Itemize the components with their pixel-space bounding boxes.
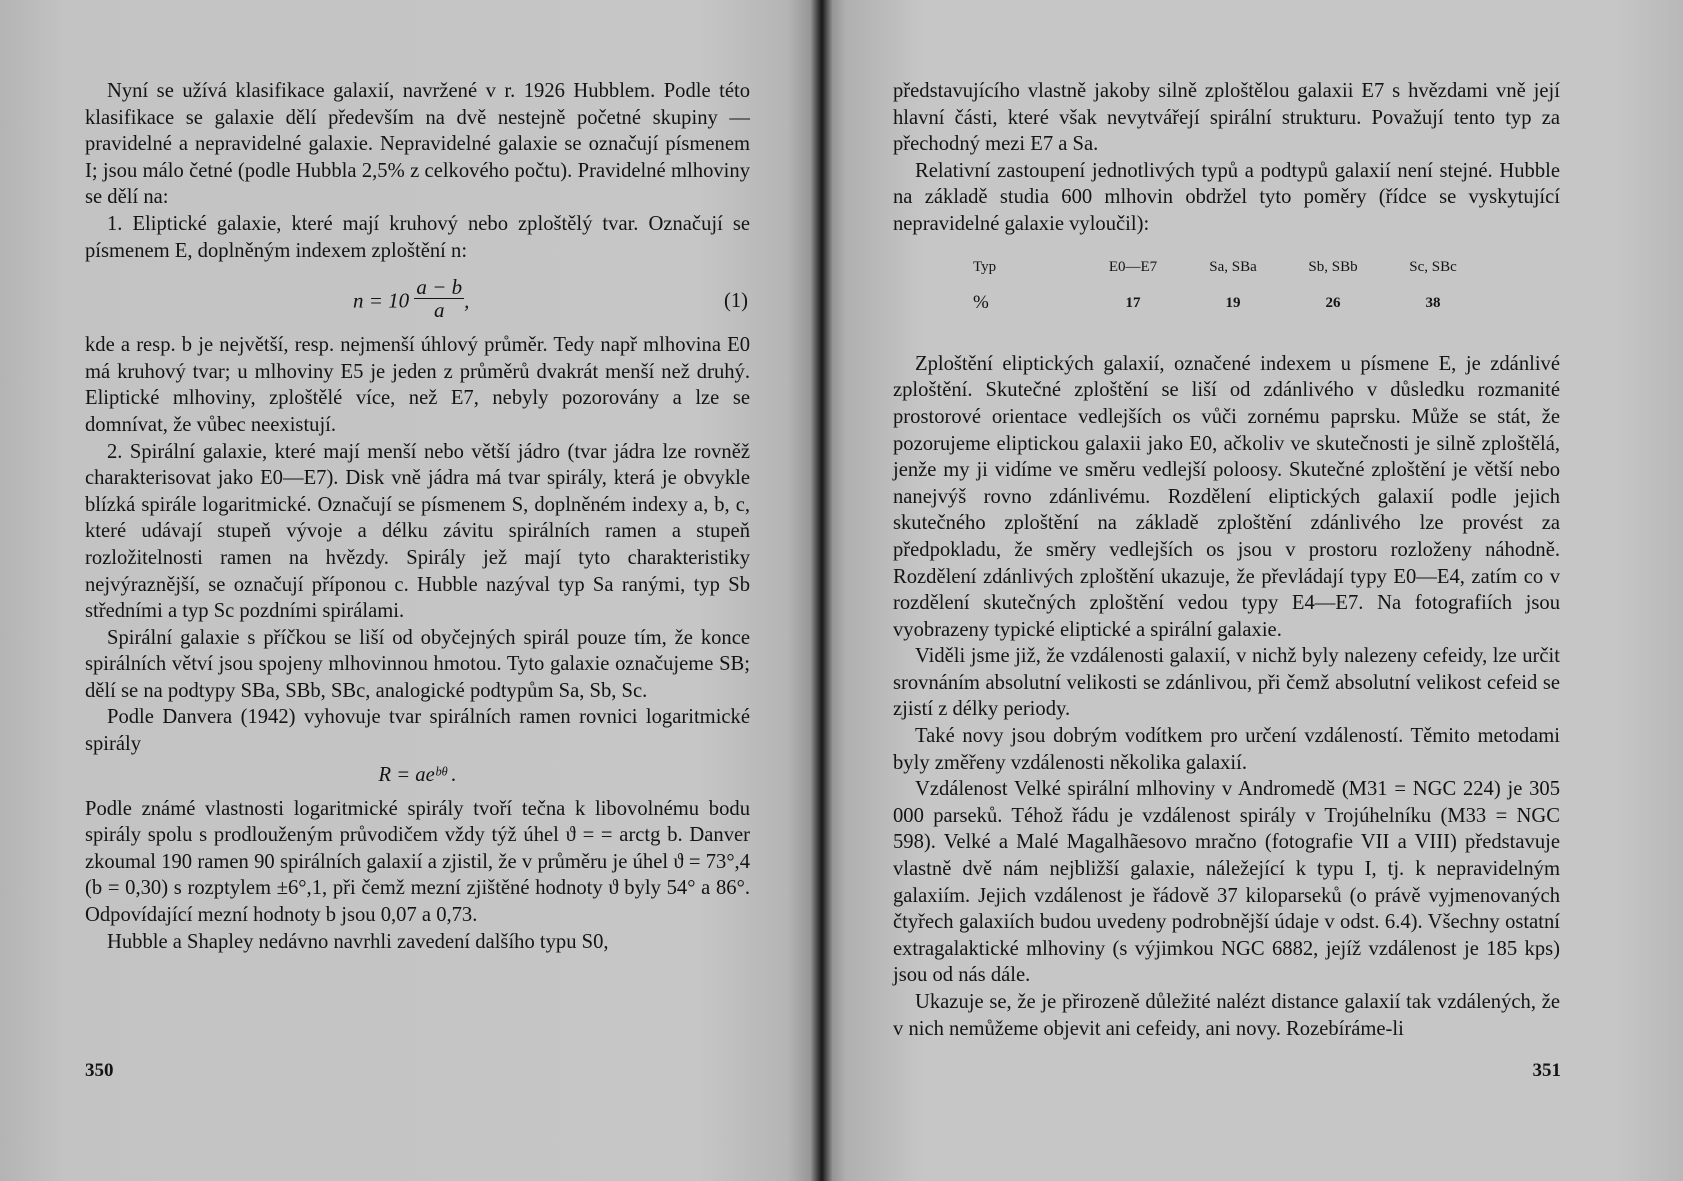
equation-expression [353, 275, 470, 325]
paragraph: 2. Spirální galaxie, které mají menší nebo větší jádro (tvar jádra lze rovněž charakterisovat jako E0—E7). Disk vně jádra má tvar spirály, která je obvykle blízká spirále logaritmické. Označují se písmenem S, doplněném indexy a, b, c, které udávají stupeň vývoje a délku závitu spirálních ramen a stupeň rozložitelnosti ramen na hvězdy. Spirály jež mají tyto charakteristiky nejvýraznější, se označují příponou c. Hubble nazýval typ Sa ranými, typ Sb středními a typ Sc pozdními spirálami. [85, 440, 750, 623]
table-cell: 38 [1425, 295, 1441, 312]
table-cell: Sb, SBb [1308, 258, 1358, 275]
table-cell: % [973, 292, 989, 314]
paragraph: Nyní se užívá klasifikace galaxií, navržené v r. 1926 Hubblem. Podle této klasifikace se galaxie dělí především na dvě nestejně početné skupiny — pravidelné a nepravidelné galaxie. Nepravidelné galaxie se označují písmenem I; jsou málo četné (podle Hubbla 2,5% z celkového počtu). Pravidelné mlhoviny se dělí na: [85, 80, 750, 209]
paragraph: Podle Danvera (1942) vyhovuje tvar spirálních ramen rovnici logaritmické spirály [85, 706, 750, 756]
table-cell: E0—E7 [1108, 258, 1158, 275]
galaxy-ratio-table [973, 254, 1483, 327]
page-number: 351 [1532, 1060, 1561, 1081]
left-text-column [85, 78, 750, 955]
table-cell: 19 [1225, 295, 1241, 312]
paragraph: Viděli jsme již, že vzdálenosti galaxií, v nichž byly nalezeny cefeidy, lze určit srovnáním absolutní velikosti se zdánlivou, při čemž absolutní velikost cefeid se zjistí z délky periody. [893, 645, 1560, 721]
paragraph: Vzdálenost Velké spirální mlhoviny v Andromedě (M31 = NGC 224) je 305 000 parseků. Téhož řádu je vzdálenost spirály v Trojúhelníku (M33 = NGC 598). Velké a Malé Magalhãesovo mračno (fotografie VII a VIII) představuje vlastně dvě nám nejbližší galaxie, náležející k typu I, tj. k nepravidelným galaxiím. Jejich vzdálenost je řádově 37 kiloparseků (o právě vyjmenovaných čtyřech galaxiích budou uvedeny podrobnější údaje v odst. 6.4). Všechny ostatní extragalaktické mlhoviny (s výjimkou NGC 6882, jejíž vzdálenost je 185 kps) jsou od nás dále. [893, 778, 1560, 987]
equation-comma: , [464, 288, 470, 313]
paragraph: Podle známé vlastnosti logaritmické spirály tvoří tečna k libovolnému bodu spirály spolu s prodlouženým průvodičem vždy týž úhel ϑ = = arctg b. Danver zkoumal 190 ramen 90 spirálních galaxií a zjistil, že v průměru je úhel ϑ = 73°,4 (b = 0,30) s rozptylem ±6°,1, při čemž mezní zjištěné hodnoty ϑ byly 54° a 86°. Odpovídající mezní hodnoty b jsou 0,07 a 0,73. [85, 797, 750, 927]
paragraph: 1. Eliptické galaxie, které mají kruhový nebo zploštělý tvar. Označují se písmenem E, doplněným indexem zploštění n: [85, 212, 750, 262]
fraction [414, 276, 464, 321]
book-gutter [810, 0, 832, 1181]
paragraph: Relativní zastoupení jednotlivých typů a podtypů galaxií není stejné. Hubble na základě studia 600 mlhovin obdržel tyto poměry (řídce se vyskytující nepravidelné galaxie vyloučil): [893, 159, 1560, 235]
right-text-column [893, 78, 1560, 1042]
right-page [820, 0, 1683, 1181]
table-row [973, 290, 1483, 327]
paragraph: kde a resp. b je největší, resp. nejmenší úhlový průměr. Tedy např mlhovina E0 má kruhový tvar; u mlhoviny E5 je jeden z průměrů dvakrát menší než druhý. Eliptické mlhoviny, zploštělé více, než E7, nebyly pozorovány a lze se domnívat, že vůbec neexistují. [85, 334, 750, 436]
paragraph: Spirální galaxie s příčkou se liší od obyčejných spirál pouze tím, že konce spirálních větví jsou spojeny mlhovinnou hmotou. Tyto galaxie označujeme SB; dělí se na podtypy SBa, SBb, SBc, analogické podtypům Sa, Sb, Sc. [85, 626, 750, 702]
equation-lhs: n = 10 [353, 288, 410, 313]
equation-2: R = aeᵇᶿ . [378, 763, 457, 786]
table-cell: Sa, SBa [1209, 258, 1257, 275]
fraction-denominator: a [434, 298, 445, 323]
table-cell: Typ [973, 258, 997, 275]
left-page [0, 0, 820, 1181]
table-cell: 26 [1325, 295, 1341, 312]
fraction-numerator: a − b [416, 275, 463, 300]
equation-number: (1) [723, 290, 748, 313]
table-header-row [973, 254, 1483, 291]
page-number: 350 [85, 1060, 114, 1081]
paragraph: Zploštění eliptických galaxií, označené indexem u písmene E, je zdánlivé zploštění. Skutečné zploštění se liší od zdánlivého v důsledku rozmanité prostorové orientace vedlejších os vůči zornému paprsku. Může se stát, že pozorujeme eliptickou galaxii jako E0, ačkoliv ve skutečnosti je silně zploštělá, jenže my ji vidíme ve směru vedlejší poloosy. Skutečné zploštění je větší nebo nanejvýš rovno zdánlivému. Rozdělení eliptických galaxií podle jejich skutečného zploštění na základě zploštění zdánlivého lze provést za předpokladu, že směry vedlejších os jsou v prostoru rozloženy náhodně. Rozdělení zdánlivých zploštění ukazuje, že převládají typy E0—E4, zatím co v rozdělení skutečných zploštění vedou typy E4—E7. Na fotografiích jsou vyobrazeny typické eliptické a spirální galaxie. [893, 352, 1560, 641]
table-cell: Sc, SBc [1409, 258, 1457, 275]
table-cell: 17 [1125, 295, 1141, 312]
paragraph: Ukazuje se, že je přirozeně důležité nalézt distance galaxií tak vzdálených, že v nich nemůžeme objevit ani cefeidy, ani novy. Rozebíráme-li [893, 991, 1560, 1040]
paragraph: představujícího vlastně jakoby silně zploštělou galaxii E7 s hvězdami vně její hlavní části, které však nevytvářejí spirální strukturu. Považují tento typ za přechodný mezi E7 a Sa. [893, 80, 1560, 156]
paragraph: Hubble a Shapley nedávno navrhli zavedení dalšího typu S0, [107, 930, 609, 953]
paragraph: Také novy jsou dobrým vodítkem pro určení vzdáleností. Těmito metodami byly změřeny vzdálenosti několika galaxií. [893, 725, 1560, 774]
equation-1 [85, 272, 750, 328]
